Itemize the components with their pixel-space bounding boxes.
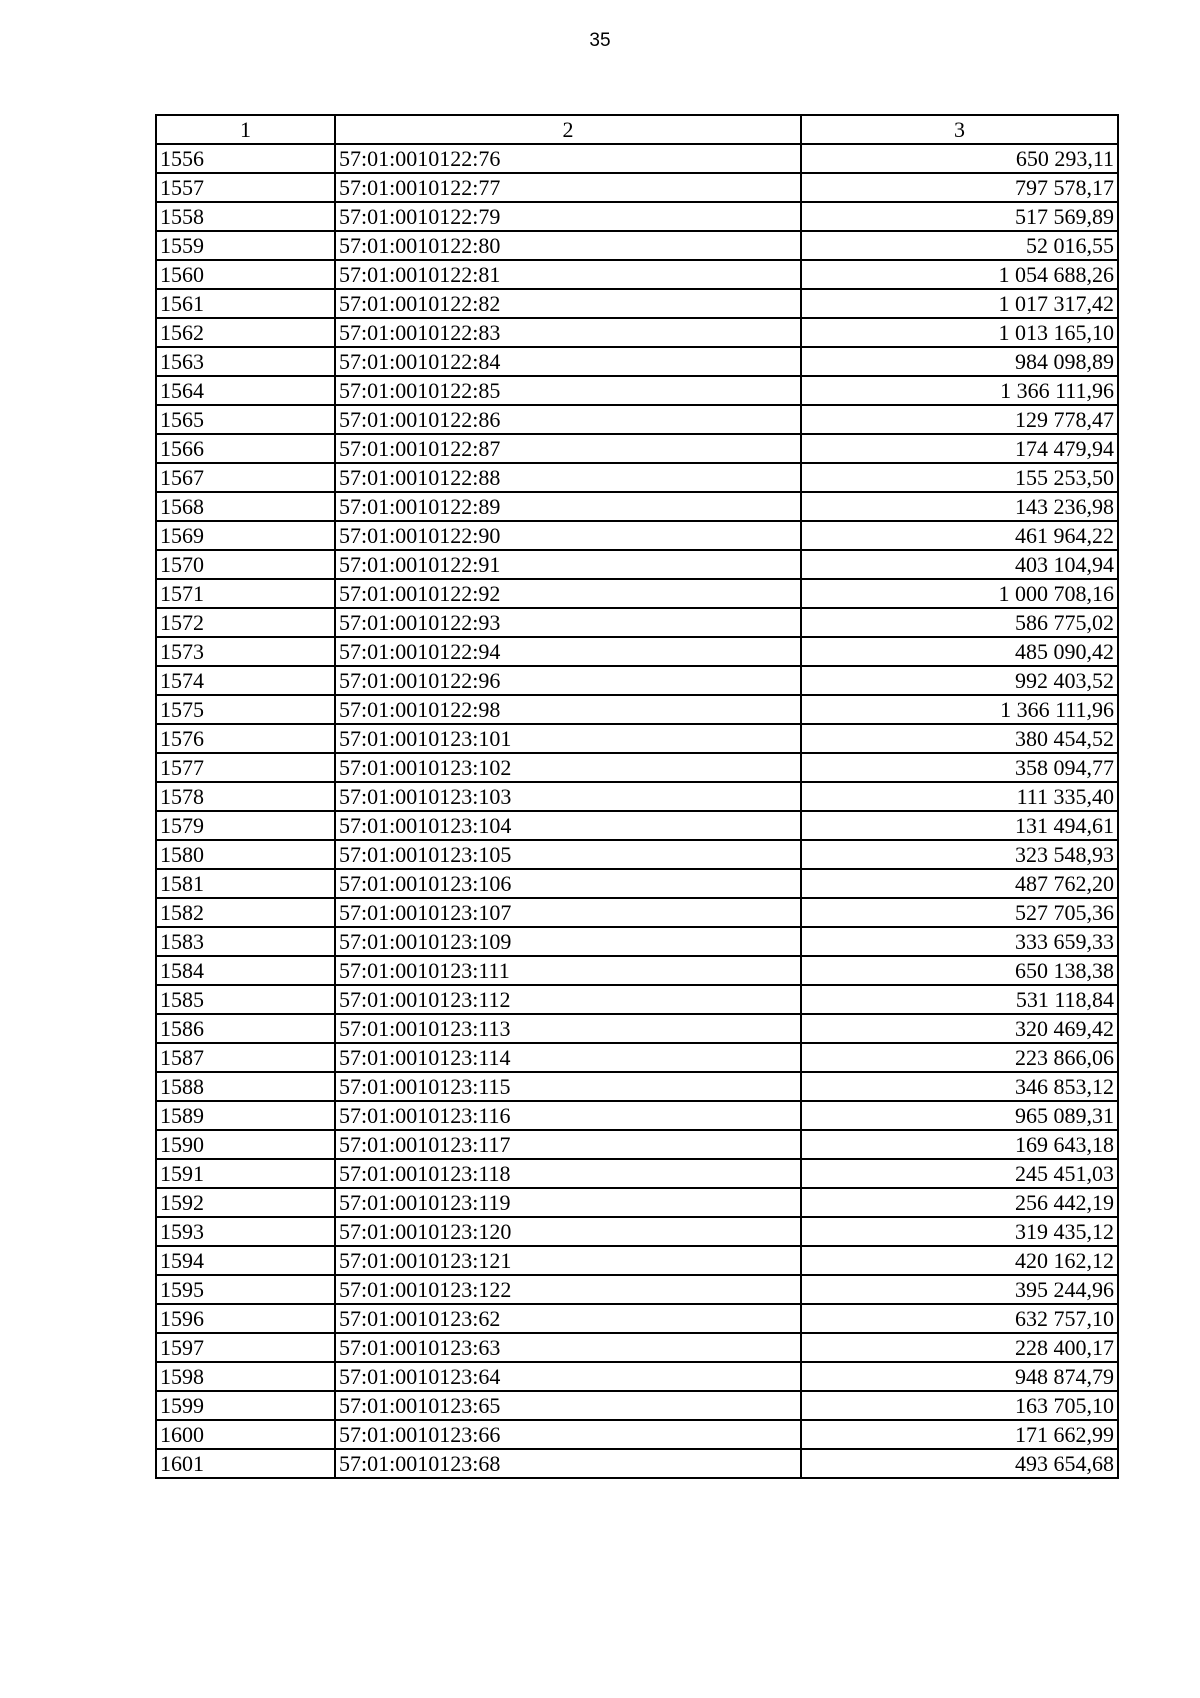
cadastral-number-cell: 57:01:0010122:96 — [335, 666, 801, 695]
cadastral-value-cell: 320 469,42 — [801, 1014, 1118, 1043]
table-row — [156, 1304, 1118, 1333]
cadastral-number-cell: 57:01:0010122:90 — [335, 521, 801, 550]
table-row — [156, 1188, 1118, 1217]
cadastral-value-cell: 163 705,10 — [801, 1391, 1118, 1420]
table-row — [156, 782, 1118, 811]
row-number-cell: 1575 — [156, 695, 335, 724]
table-row — [156, 1246, 1118, 1275]
cadastral-value-cell: 965 089,31 — [801, 1101, 1118, 1130]
cadastral-value-cell: 650 293,11 — [801, 144, 1118, 173]
row-number-cell: 1588 — [156, 1072, 335, 1101]
table-row — [156, 1043, 1118, 1072]
row-number-cell: 1564 — [156, 376, 335, 405]
row-number-cell: 1601 — [156, 1449, 335, 1478]
cadastral-number-cell: 57:01:0010123:122 — [335, 1275, 801, 1304]
cadastral-value-cell: 797 578,17 — [801, 173, 1118, 202]
row-number-cell: 1595 — [156, 1275, 335, 1304]
cadastral-value-cell: 171 662,99 — [801, 1420, 1118, 1449]
table-row — [156, 666, 1118, 695]
cadastral-number-cell: 57:01:0010123:115 — [335, 1072, 801, 1101]
row-number-cell: 1574 — [156, 666, 335, 695]
table-row — [156, 173, 1118, 202]
cadastral-number-cell: 57:01:0010122:79 — [335, 202, 801, 231]
cadastral-number-cell: 57:01:0010122:82 — [335, 289, 801, 318]
table-row — [156, 985, 1118, 1014]
cadastral-number-cell: 57:01:0010123:121 — [335, 1246, 801, 1275]
row-number-cell: 1563 — [156, 347, 335, 376]
row-number-cell: 1560 — [156, 260, 335, 289]
row-number-cell: 1583 — [156, 927, 335, 956]
table-row — [156, 1101, 1118, 1130]
table-row — [156, 1420, 1118, 1449]
table-row — [156, 463, 1118, 492]
cadastral-value-cell: 632 757,10 — [801, 1304, 1118, 1333]
row-number-cell: 1586 — [156, 1014, 335, 1043]
cadastral-number-cell: 57:01:0010123:104 — [335, 811, 801, 840]
row-number-cell: 1597 — [156, 1333, 335, 1362]
row-number-cell: 1567 — [156, 463, 335, 492]
row-number-cell: 1589 — [156, 1101, 335, 1130]
table-row — [156, 637, 1118, 666]
cadastral-value-cell: 143 236,98 — [801, 492, 1118, 521]
cadastral-value-cell: 319 435,12 — [801, 1217, 1118, 1246]
cadastral-number-cell: 57:01:0010123:114 — [335, 1043, 801, 1072]
cadastral-value-cell: 948 874,79 — [801, 1362, 1118, 1391]
cadastral-value-cell: 586 775,02 — [801, 608, 1118, 637]
cadastral-number-cell: 57:01:0010122:91 — [335, 550, 801, 579]
table-row — [156, 1217, 1118, 1246]
cadastral-value-cell: 245 451,03 — [801, 1159, 1118, 1188]
table-row — [156, 405, 1118, 434]
cadastral-number-cell: 57:01:0010123:105 — [335, 840, 801, 869]
table-header-row — [156, 115, 1118, 144]
cadastral-number-cell: 57:01:0010122:89 — [335, 492, 801, 521]
cadastral-value-table — [155, 114, 1119, 1479]
table-row — [156, 318, 1118, 347]
row-number-cell: 1590 — [156, 1130, 335, 1159]
cadastral-value-cell: 461 964,22 — [801, 521, 1118, 550]
row-number-cell: 1556 — [156, 144, 335, 173]
table-row — [156, 811, 1118, 840]
cadastral-value-cell: 131 494,61 — [801, 811, 1118, 840]
cadastral-value-cell: 984 098,89 — [801, 347, 1118, 376]
cadastral-value-cell: 403 104,94 — [801, 550, 1118, 579]
cadastral-number-cell: 57:01:0010122:77 — [335, 173, 801, 202]
cadastral-value-cell: 485 090,42 — [801, 637, 1118, 666]
cadastral-value-cell: 1 017 317,42 — [801, 289, 1118, 318]
table-row — [156, 1449, 1118, 1478]
cadastral-value-cell: 420 162,12 — [801, 1246, 1118, 1275]
row-number-cell: 1568 — [156, 492, 335, 521]
table-row — [156, 231, 1118, 260]
row-number-cell: 1587 — [156, 1043, 335, 1072]
row-number-cell: 1593 — [156, 1217, 335, 1246]
cadastral-value-cell: 1 054 688,26 — [801, 260, 1118, 289]
row-number-cell: 1596 — [156, 1304, 335, 1333]
cadastral-number-cell: 57:01:0010123:118 — [335, 1159, 801, 1188]
cadastral-number-cell: 57:01:0010122:83 — [335, 318, 801, 347]
cadastral-value-cell: 129 778,47 — [801, 405, 1118, 434]
cadastral-value-cell: 650 138,38 — [801, 956, 1118, 985]
row-number-cell: 1594 — [156, 1246, 335, 1275]
row-number-cell: 1566 — [156, 434, 335, 463]
cadastral-number-cell: 57:01:0010122:93 — [335, 608, 801, 637]
table-row — [156, 1130, 1118, 1159]
table-row — [156, 202, 1118, 231]
cadastral-value-cell: 223 866,06 — [801, 1043, 1118, 1072]
cadastral-value-cell: 1 366 111,96 — [801, 376, 1118, 405]
cadastral-number-cell: 57:01:0010122:87 — [335, 434, 801, 463]
cadastral-value-cell: 527 705,36 — [801, 898, 1118, 927]
table-row — [156, 1014, 1118, 1043]
cadastral-number-cell: 57:01:0010122:88 — [335, 463, 801, 492]
cadastral-number-cell: 57:01:0010123:101 — [335, 724, 801, 753]
row-number-cell: 1562 — [156, 318, 335, 347]
column-header-value: 3 — [801, 115, 1118, 144]
cadastral-value-cell: 487 762,20 — [801, 869, 1118, 898]
table-row — [156, 434, 1118, 463]
row-number-cell: 1585 — [156, 985, 335, 1014]
cadastral-value-cell: 1 013 165,10 — [801, 318, 1118, 347]
cadastral-number-cell: 57:01:0010123:112 — [335, 985, 801, 1014]
table-body — [156, 144, 1118, 1478]
row-number-cell: 1581 — [156, 869, 335, 898]
cadastral-value-cell: 256 442,19 — [801, 1188, 1118, 1217]
row-number-cell: 1571 — [156, 579, 335, 608]
cadastral-value-cell: 155 253,50 — [801, 463, 1118, 492]
row-number-cell: 1579 — [156, 811, 335, 840]
cadastral-number-cell: 57:01:0010123:65 — [335, 1391, 801, 1420]
cadastral-number-cell: 57:01:0010123:113 — [335, 1014, 801, 1043]
row-number-cell: 1561 — [156, 289, 335, 318]
table-row — [156, 144, 1118, 173]
row-number-cell: 1565 — [156, 405, 335, 434]
table-row — [156, 1159, 1118, 1188]
cadastral-value-cell: 1 366 111,96 — [801, 695, 1118, 724]
cadastral-value-cell: 380 454,52 — [801, 724, 1118, 753]
cadastral-number-cell: 57:01:0010123:106 — [335, 869, 801, 898]
cadastral-number-cell: 57:01:0010122:84 — [335, 347, 801, 376]
table-row — [156, 1391, 1118, 1420]
cadastral-value-cell: 358 094,77 — [801, 753, 1118, 782]
cadastral-value-cell: 517 569,89 — [801, 202, 1118, 231]
column-header-cadastral-number: 2 — [335, 115, 801, 144]
table-row — [156, 956, 1118, 985]
row-number-cell: 1558 — [156, 202, 335, 231]
cadastral-value-cell: 333 659,33 — [801, 927, 1118, 956]
row-number-cell: 1592 — [156, 1188, 335, 1217]
cadastral-value-cell: 228 400,17 — [801, 1333, 1118, 1362]
table-row — [156, 1275, 1118, 1304]
cadastral-number-cell: 57:01:0010123:102 — [335, 753, 801, 782]
cadastral-value-cell: 52 016,55 — [801, 231, 1118, 260]
table-row — [156, 579, 1118, 608]
table-row — [156, 695, 1118, 724]
table-row — [156, 753, 1118, 782]
table-row — [156, 347, 1118, 376]
row-number-cell: 1570 — [156, 550, 335, 579]
cadastral-number-cell: 57:01:0010123:119 — [335, 1188, 801, 1217]
cadastral-value-cell: 531 118,84 — [801, 985, 1118, 1014]
cadastral-number-cell: 57:01:0010122:86 — [335, 405, 801, 434]
row-number-cell: 1591 — [156, 1159, 335, 1188]
row-number-cell: 1576 — [156, 724, 335, 753]
cadastral-number-cell: 57:01:0010122:85 — [335, 376, 801, 405]
cadastral-number-cell: 57:01:0010123:103 — [335, 782, 801, 811]
cadastral-number-cell: 57:01:0010123:63 — [335, 1333, 801, 1362]
row-number-cell: 1569 — [156, 521, 335, 550]
table-row — [156, 724, 1118, 753]
cadastral-value-cell: 346 853,12 — [801, 1072, 1118, 1101]
table-row — [156, 521, 1118, 550]
table-row — [156, 1072, 1118, 1101]
cadastral-value-cell: 1 000 708,16 — [801, 579, 1118, 608]
row-number-cell: 1584 — [156, 956, 335, 985]
table-row — [156, 927, 1118, 956]
row-number-cell: 1578 — [156, 782, 335, 811]
row-number-cell: 1580 — [156, 840, 335, 869]
cadastral-number-cell: 57:01:0010122:94 — [335, 637, 801, 666]
table-row — [156, 289, 1118, 318]
table-row — [156, 1333, 1118, 1362]
cadastral-number-cell: 57:01:0010123:116 — [335, 1101, 801, 1130]
cadastral-number-cell: 57:01:0010123:117 — [335, 1130, 801, 1159]
cadastral-value-cell: 992 403,52 — [801, 666, 1118, 695]
cadastral-number-cell: 57:01:0010122:76 — [335, 144, 801, 173]
cadastral-value-cell: 174 479,94 — [801, 434, 1118, 463]
table-row — [156, 260, 1118, 289]
row-number-cell: 1557 — [156, 173, 335, 202]
cadastral-number-cell: 57:01:0010122:92 — [335, 579, 801, 608]
cadastral-value-cell: 169 643,18 — [801, 1130, 1118, 1159]
cadastral-number-cell: 57:01:0010123:66 — [335, 1420, 801, 1449]
cadastral-number-cell: 57:01:0010123:111 — [335, 956, 801, 985]
column-header-number: 1 — [156, 115, 335, 144]
row-number-cell: 1572 — [156, 608, 335, 637]
cadastral-number-cell: 57:01:0010123:64 — [335, 1362, 801, 1391]
table-row — [156, 376, 1118, 405]
cadastral-number-cell: 57:01:0010123:68 — [335, 1449, 801, 1478]
row-number-cell: 1577 — [156, 753, 335, 782]
row-number-cell: 1559 — [156, 231, 335, 260]
cadastral-value-cell: 111 335,40 — [801, 782, 1118, 811]
table-row — [156, 492, 1118, 521]
table-row — [156, 869, 1118, 898]
cadastral-number-cell: 57:01:0010122:98 — [335, 695, 801, 724]
table-row — [156, 1362, 1118, 1391]
cadastral-number-cell: 57:01:0010123:107 — [335, 898, 801, 927]
cadastral-number-cell: 57:01:0010122:81 — [335, 260, 801, 289]
row-number-cell: 1599 — [156, 1391, 335, 1420]
table-row — [156, 550, 1118, 579]
row-number-cell: 1598 — [156, 1362, 335, 1391]
table-row — [156, 840, 1118, 869]
cadastral-value-cell: 323 548,93 — [801, 840, 1118, 869]
row-number-cell: 1582 — [156, 898, 335, 927]
cadastral-value-cell: 395 244,96 — [801, 1275, 1118, 1304]
cadastral-value-cell: 493 654,68 — [801, 1449, 1118, 1478]
row-number-cell: 1573 — [156, 637, 335, 666]
table-row — [156, 608, 1118, 637]
cadastral-number-cell: 57:01:0010123:62 — [335, 1304, 801, 1333]
row-number-cell: 1600 — [156, 1420, 335, 1449]
page-number: 35 — [589, 30, 611, 51]
cadastral-number-cell: 57:01:0010122:80 — [335, 231, 801, 260]
cadastral-number-cell: 57:01:0010123:120 — [335, 1217, 801, 1246]
table-row — [156, 898, 1118, 927]
cadastral-number-cell: 57:01:0010123:109 — [335, 927, 801, 956]
